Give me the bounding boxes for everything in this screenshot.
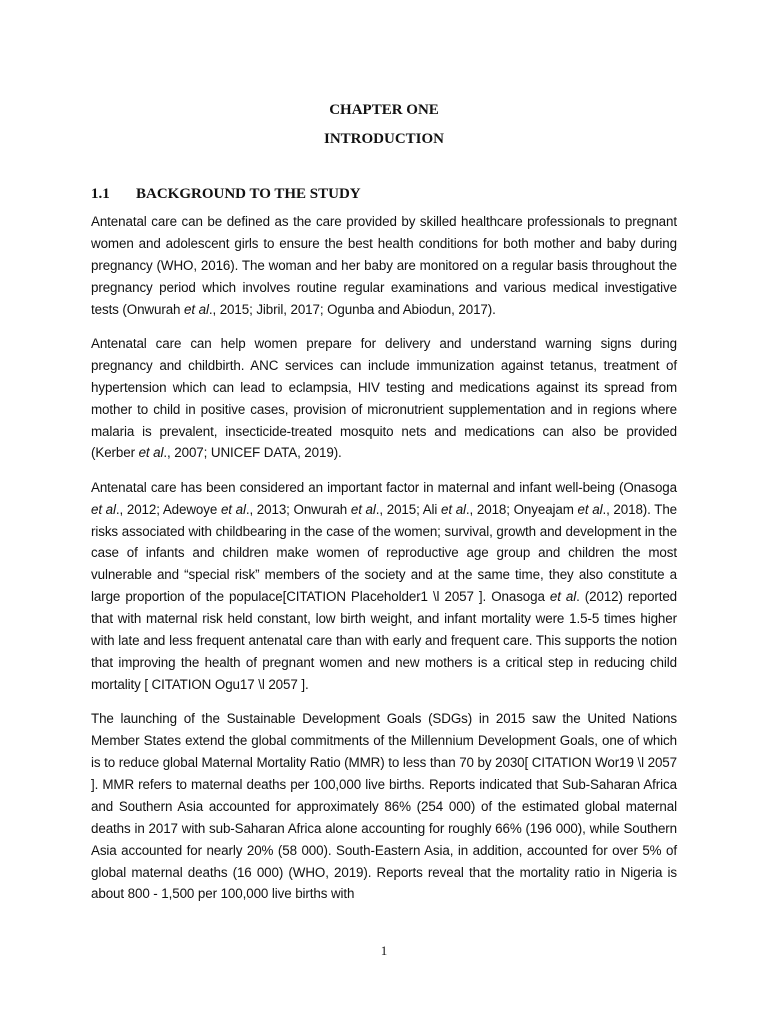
text-run: Antenatal care can help women prepare for delivery and understand warning signs during pregnancy and childbirth. ANC services can include immunization against tetanus, treatment of hypertension which can lead to eclampsia, HIV testing and medications against its spread from mother to child in positive cases, provision of micronutrient supplementation and in regions where malaria is prevalent, insecticide-treated mosquito nets and medications can also be provided (Kerber (91, 335, 677, 461)
italic-run: et al (138, 445, 164, 461)
text-run: ., 2012; Adewoye (115, 501, 221, 517)
chapter-title: INTRODUCTION (323, 131, 444, 147)
italic-run: et al (184, 301, 209, 317)
page-number: 1 (380, 943, 388, 958)
text-run: ., 2013; Onwurah (245, 501, 351, 517)
text-run: Antenatal care can be defined as the care provided by skilled healthcare professionals to pregnant women and adolescent girls to ensure the best health conditions for both mother and baby during pregnancy (WHO, 2016). The woman and her baby are monitored on a regular basis throughout the pregnancy period which involves routine regular examinations and various medical investigative tests (Onwurah (91, 214, 677, 317)
paragraph (91, 333, 677, 464)
text-run: Antenatal care has been considered an important factor in maternal and infant well-being (Onasoga (91, 479, 677, 495)
body-text (91, 211, 677, 918)
italic-run: et al (350, 501, 376, 517)
text-run: ., 2015; Ali (375, 501, 442, 517)
section-heading (91, 185, 361, 203)
text-run: ., 2018). The risks associated with childbearing in the case of the women; survival, growth and development in the case of infants and children make women of reproductive age group and children the most vulnerable and “special risk” members of the society and at the same time, they also constitute a large proportion of the populace[CITATION Placeholder1 \l 2057 ]. Onasoga (91, 501, 678, 605)
italic-run: et al (441, 501, 466, 517)
text-run: . (2012) reported that with maternal risk held constant, low birth weight, and infant mortality were 1.5-5 times higher with late and less frequent antenatal care than with early and frequent care. This supports the notion that improving the health of pregnant women and new mothers is a critical step in reducing child mortality [ CITATION Ogu17 \l 2057 ]. (91, 589, 678, 692)
paragraph (91, 708, 677, 905)
text-run: ., 2015; Jibril, 2017; Ogunba and Abiodun, 2017). (208, 301, 496, 317)
text-run: The launching of the Sustainable Development Goals (SDGs) in 2015 saw the United Nations Member States extend the global commitments of the Millennium Development Goals, one of which is to reduce global Maternal Mortality Ratio (MMR) to less than 70 by 2030[ CITATION Wor19 \l 2057 ]. MMR refers to maternal deaths per 100,000 live births. Reports indicated that Sub-Saharan Africa and Southern Asia accounted for approximately 86% (254 000) of the estimated global maternal deaths in 2017 with sub-Saharan Africa alone accounting for roughly 66% (196 000), while Southern Asia accounted for nearly 20% (58 000). South-Eastern Asia, in addition, accounted for over 5% of global maternal deaths (16 000) (WHO, 2019). Reports reveal that the mortality ratio in Nigeria is about 800 - 1,500 per 100,000 live births with (91, 711, 677, 902)
italic-run: et al (577, 501, 603, 517)
italic-run: et al (91, 501, 116, 517)
paragraph (91, 477, 677, 696)
chapter-label: CHAPTER ONE (329, 102, 439, 118)
section-title: BACKGROUND TO THE STUDY (136, 186, 361, 202)
section-number: 1.1 (91, 186, 110, 202)
text-run: ., 2018; Onyeajam (465, 501, 578, 517)
text-run: ., 2007; UNICEF DATA, 2019). (163, 445, 342, 461)
italic-run: et al (220, 501, 246, 517)
italic-run: et al (549, 589, 577, 605)
paragraph (91, 211, 677, 321)
